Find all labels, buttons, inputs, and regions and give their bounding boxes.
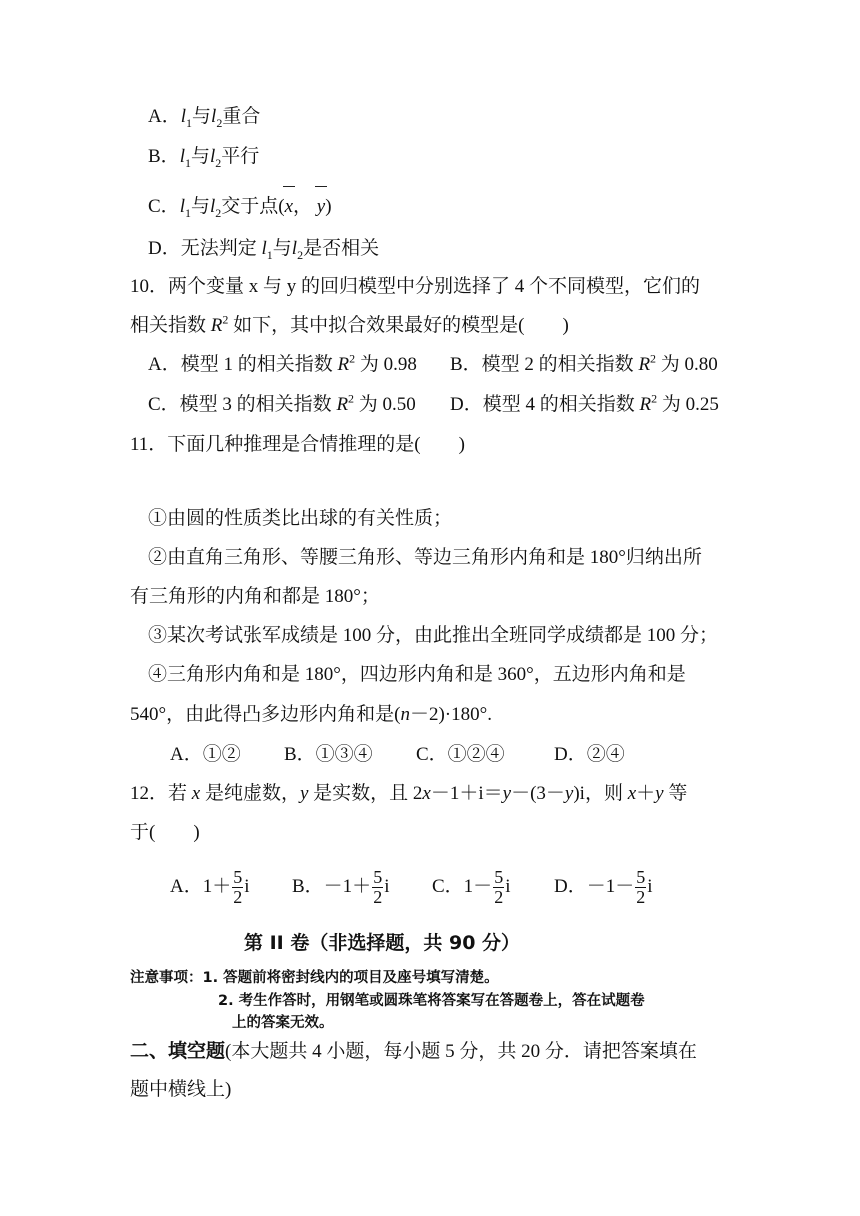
- fraction: $\frac{5}{2}$: [233, 867, 243, 907]
- q11-stem: 11．下面几种推理是合情推理的是( ): [130, 434, 465, 455]
- q11-statement-4a: ④三角形内角和是 180°，四边形内角和是 360°，五边形内角和是: [148, 664, 686, 685]
- q11-option-c: C．①②④: [416, 744, 505, 765]
- q11-option-d: D．②④: [554, 744, 625, 765]
- q10-stem-line1: 10．两个变量 x 与 y 的回归模型中分别选择了 4 个不同模型，它们的: [130, 276, 701, 297]
- q9-option-d: D．无法判定 $l_1$与$l_2$是否相关: [148, 238, 380, 262]
- q10-option-b: B．模型 2 的相关指数 $R^2$ 为 0.80: [450, 351, 718, 375]
- q11-statement-2b: 有三角形的内角和都是 180°；: [130, 586, 380, 607]
- q10-option-a: A．模型 1 的相关指数 $R^2$ 为 0.98: [148, 351, 417, 375]
- q11-statement-4b: 540°，由此得凸多边形内角和是(n－2)·180°.: [130, 704, 492, 725]
- part2-title: 第 II 卷（非选择题，共 90 分）: [244, 932, 521, 954]
- q12-stem-line1: 12．若 x 是纯虚数，y 是实数，且 2x－1＋i＝y－(3－y)i，则 x＋y 等: [130, 783, 688, 804]
- q12-option-c: C．1－ $\frac{5}{2}$ i: [432, 867, 511, 907]
- q12-option-d: D．－1－ $\frac{5}{2}$ i: [554, 867, 653, 907]
- q9-option-a: A．$l_1$与$l_2$重合: [148, 106, 261, 130]
- q12-stem-line2: 于( ): [130, 822, 200, 843]
- section2-line1: 二、填空题(本大题共 4 小题，每小题 5 分，共 20 分．请把答案填在: [130, 1040, 697, 1062]
- section2-line2: 题中横线上): [130, 1079, 232, 1100]
- q11-statement-2a: ②由直角三角形、等腰三角形、等边三角形内角和是 180°归纳出所: [148, 547, 702, 568]
- fraction: $\frac{5}{2}$: [494, 867, 504, 907]
- fraction: $\frac{5}{2}$: [373, 867, 383, 907]
- q11-option-a: A．①②: [170, 744, 241, 765]
- q11-statement-1: ①由圆的性质类比出球的有关性质；: [148, 508, 453, 529]
- fraction: $\frac{5}{2}$: [636, 867, 646, 907]
- q9-option-c: C．$l_1$与$l_2$交于点(x， y): [148, 196, 332, 220]
- q11-statement-3: ③某次考试张军成绩是 100 分，由此推出全班同学成绩都是 100 分；: [148, 625, 719, 646]
- notice-line3: 上的答案无效。: [232, 1015, 334, 1031]
- q10-stem-line2: 相关指数 $R^2$ 如下，其中拟合效果最好的模型是( ): [130, 312, 569, 336]
- q11-option-b: B．①③④: [284, 744, 373, 765]
- q10-option-d: D．模型 4 的相关指数 $R^2$ 为 0.25: [450, 391, 719, 415]
- q9-option-b: B．$l_1$与$l_2$平行: [148, 146, 260, 170]
- y-bar: y: [317, 194, 325, 220]
- x-bar: x: [285, 194, 293, 220]
- notice-line1: 注意事项：1. 答题前将密封线内的项目及座号填写清楚。: [130, 970, 499, 986]
- q12-option-b: B．－1＋ $\frac{5}{2}$ i: [292, 867, 390, 907]
- notice-line2: 2. 考生作答时，用钢笔或圆珠笔将答案写在答题卷上，答在试题卷: [218, 993, 645, 1009]
- q10-option-c: C．模型 3 的相关指数 $R^2$ 为 0.50: [148, 391, 416, 415]
- q12-option-a: A．1＋ $\frac{5}{2}$ i: [170, 867, 250, 907]
